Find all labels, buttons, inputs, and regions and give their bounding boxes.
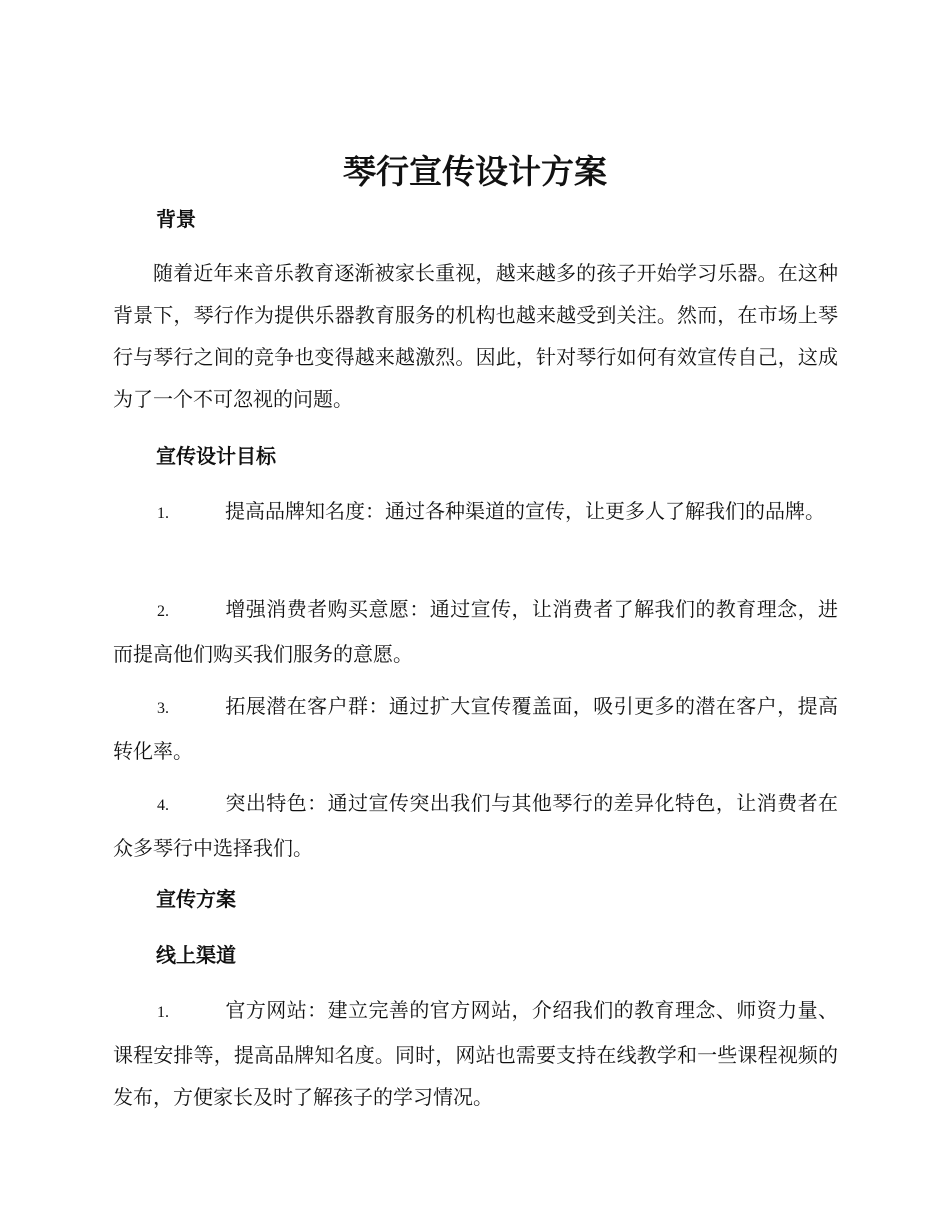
list-item-text: 拓展潜在客户群：通过扩大宣传覆盖面，吸引更多的潜在客户，提高转化率。	[113, 694, 838, 763]
list-number: 2.	[157, 603, 169, 620]
document-title: 琴行宣传设计方案	[343, 152, 607, 191]
goal-item-1	[113, 490, 838, 535]
list-item-text: 增强消费者购买意愿：通过宣传，让消费者了解我们的教育理念，进而提高他们购买我们服务的意愿。	[113, 597, 838, 666]
subsection-heading-online: 线上渠道	[156, 943, 236, 967]
online-channel-item-1	[113, 989, 838, 1118]
goal-item-4	[113, 782, 838, 869]
section-heading-plan: 宣传方案	[156, 887, 236, 911]
section-heading-background: 背景	[156, 207, 196, 231]
list-number: 1.	[157, 505, 169, 522]
list-number: 3.	[157, 700, 169, 717]
section-heading-goals: 宣传设计目标	[156, 444, 276, 468]
list-number: 1.	[157, 1004, 169, 1021]
goal-item-3	[113, 685, 838, 772]
list-item-text: 突出特色：通过宣传突出我们与其他琴行的差异化特色，让消费者在众多琴行中选择我们。	[113, 791, 838, 860]
list-item-text: 提高品牌知名度：通过各种渠道的宣传，让更多人了解我们的品牌。	[225, 499, 825, 523]
background-paragraph: 随着近年来音乐教育逐渐被家长重视，越来越多的孩子开始学习乐器。在这种背景下，琴行作为提供乐器教育服务的机构也越来越受到关注。然而，在市场上琴行与琴行之间的竞争也变得越来越激烈。因此，针对琴行如何有效宣传自己，这成为了一个不可忽视的问题。	[113, 261, 838, 411]
list-item-text: 官方网站：建立完善的官方网站，介绍我们的教育理念、师资力量、课程安排等，提高品牌知名度。同时，网站也需要支持在线教学和一些课程视频的发布，方便家长及时了解孩子的学习情况。	[113, 998, 838, 1109]
goal-item-2	[113, 588, 838, 675]
list-number: 4.	[157, 797, 169, 814]
